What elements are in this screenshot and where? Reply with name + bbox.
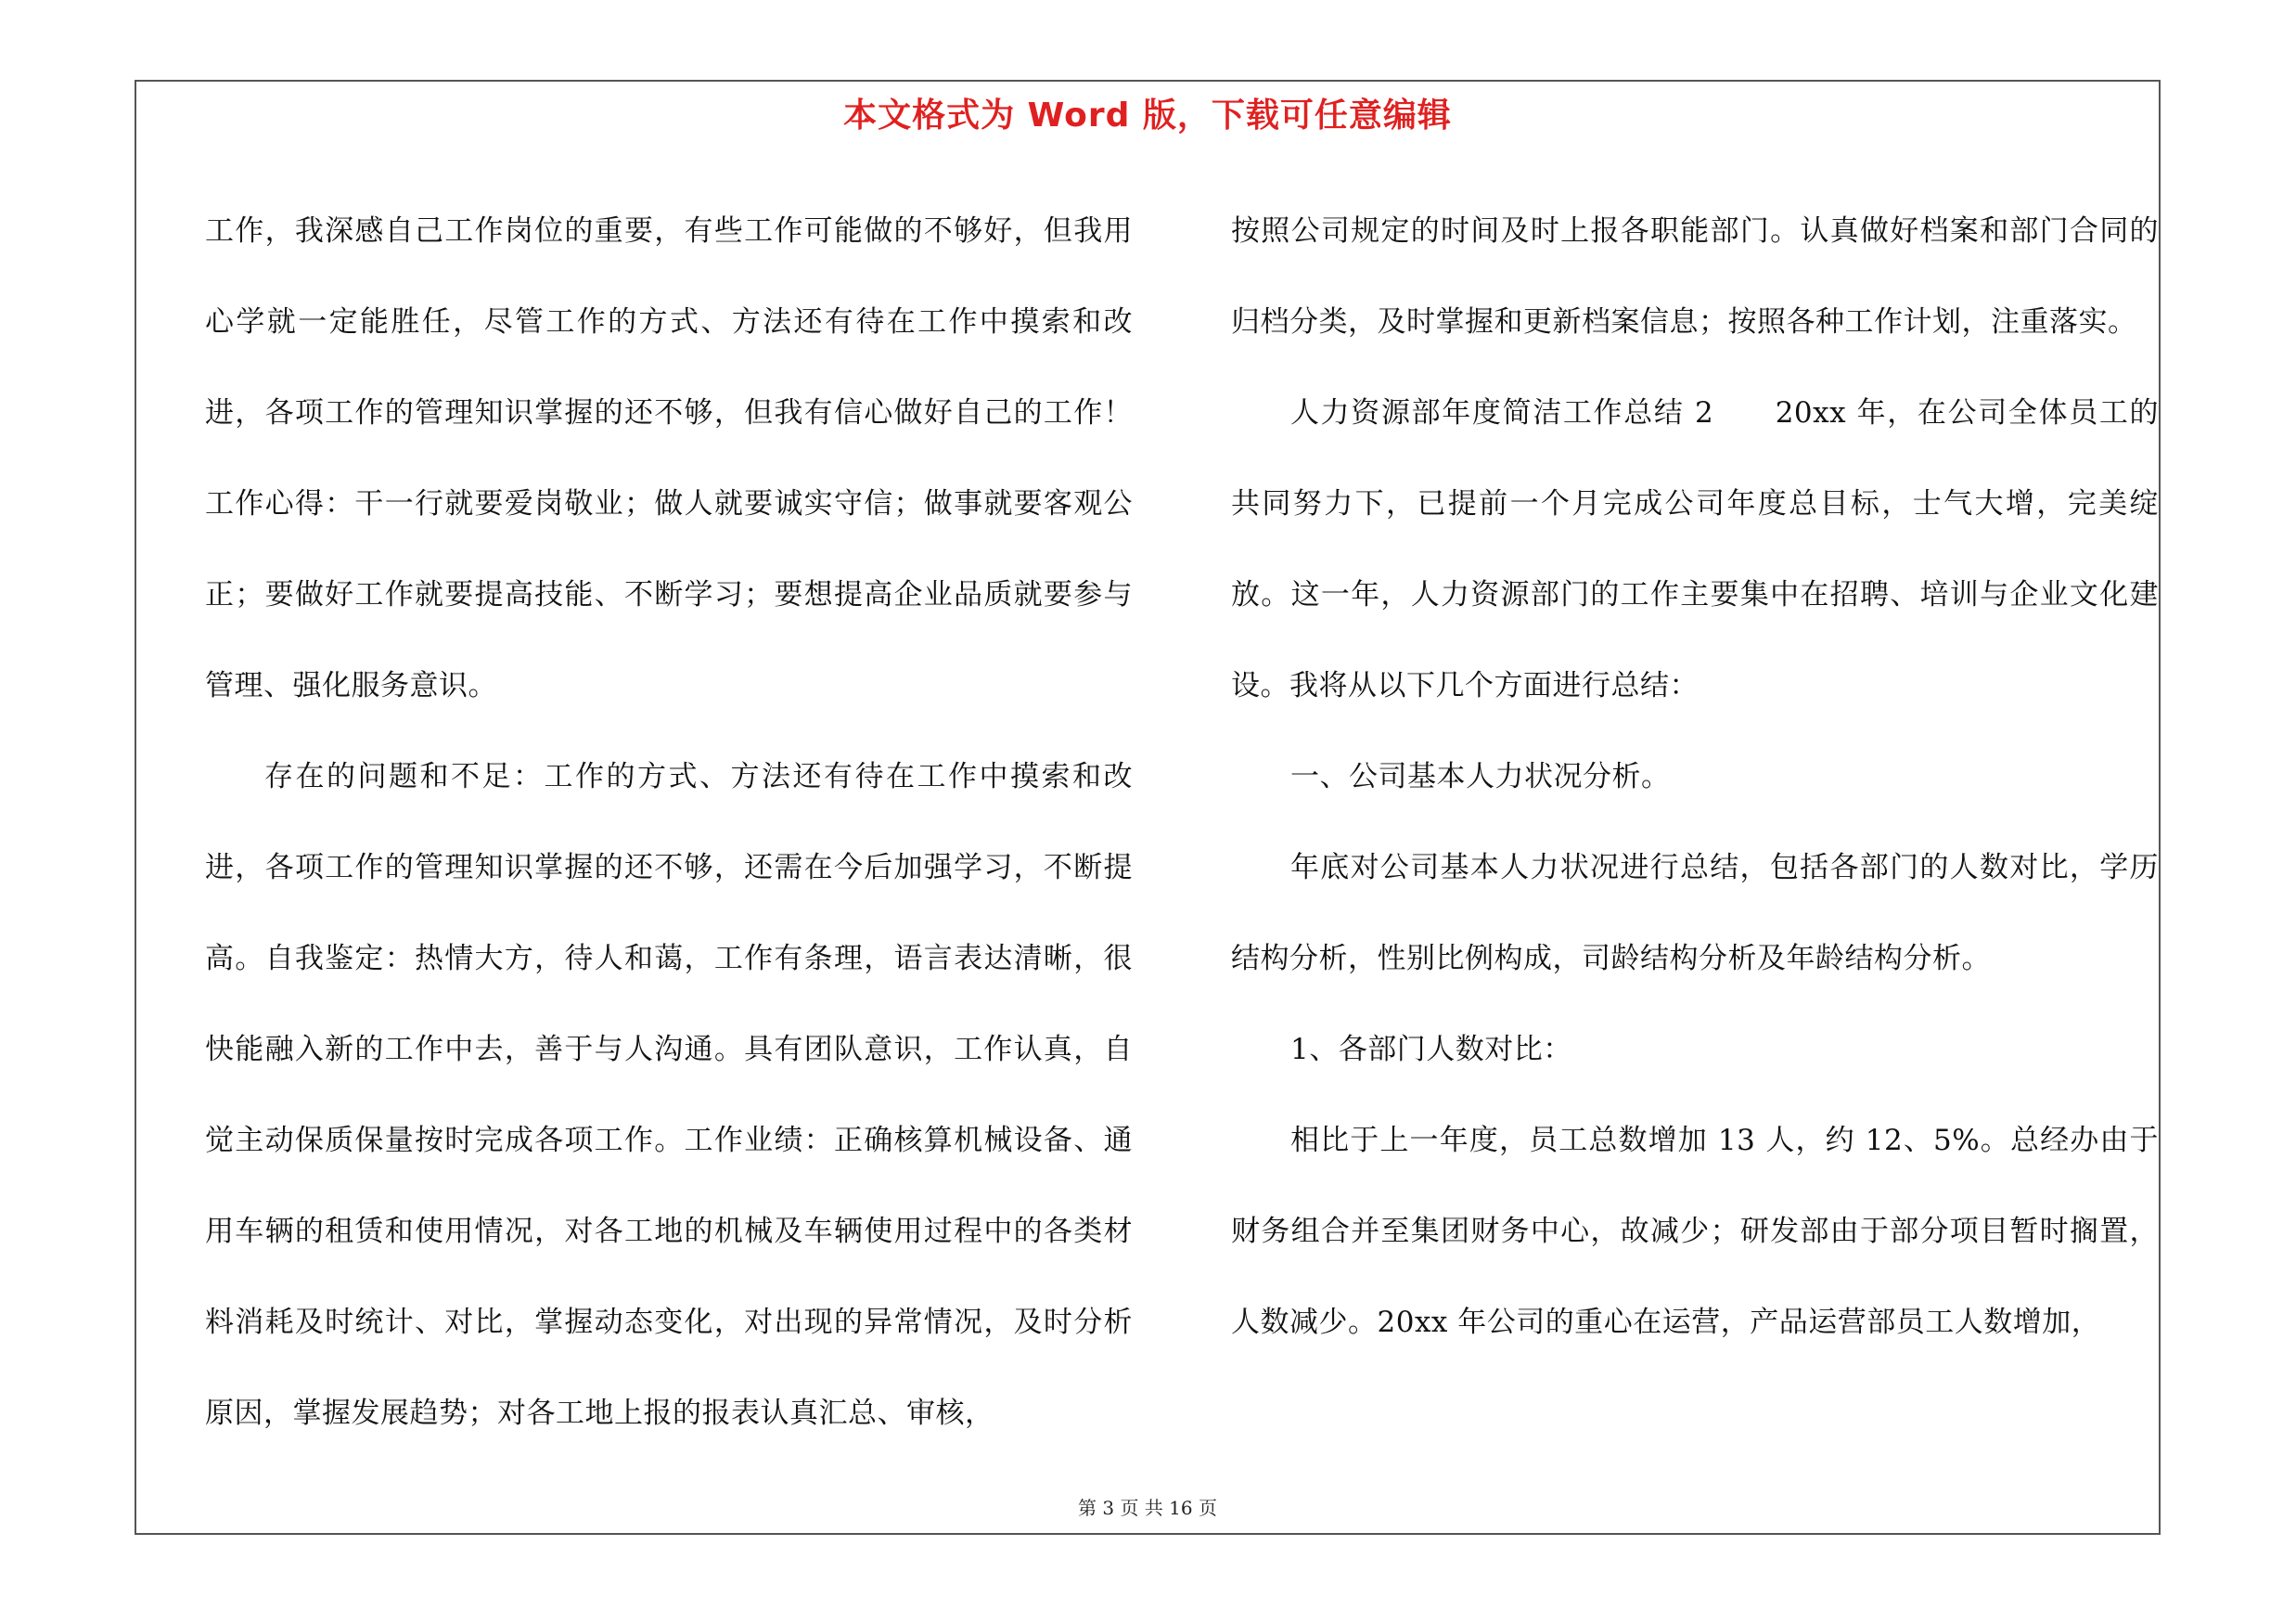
paragraph: 存在的问题和不足：工作的方式、方法还有待在工作中摸索和改进，各项工作的管理知识掌握的还不够，还需在今后加强学习，不断提高。自我鉴定：热情大方，待人和蔼，工作有条理，语言表达清晰，很快能融入新的工作中去，善于与人沟通。具有团队意识，工作认真，自觉主动保质保量按时完成各项工作。工作业绩：正确核算机械设备、通用车辆的租赁和使用情况，对各工地的机械及车辆使用过程中的各类材料消耗及时统计、对比，掌握动态变化，对出现的异常情况，及时分析原因，掌握发展趋势；对各工地上报的报表认真汇总、审核， — [205, 760, 1133, 1430]
paragraph: 相比于上一年度，员工总数增加 13 人，约 12、5%。总经办由于财务组合并至集团财务中心，故减少；研发部由于部分项目暂时搁置，人数减少。20xx 年公司的重心在运营，产品运营部员工人数增加， — [1231, 1124, 2159, 1339]
format-banner: 本文格式为 Word 版，下载可任意编辑 — [843, 97, 1452, 135]
paragraph: 工作，我深感自己工作岗位的重要，有些工作可能做的不够好，但我用心学就一定能胜任，尽管工作的方式、方法还有待在工作中摸索和改进，各项工作的管理知识掌握的还不够，但我有信心做好自己的工作！工作心得：干一行就要爱岗敬业；做人就要诚实守信；做事就要客观公正；要做好工作就要提高技能、不断学习；要想提高企业品质就要参与管理、强化服务意识。 — [205, 214, 1133, 702]
paragraph: 按照公司规定的时间及时上报各职能部门。认真做好档案和部门合同的归档分类，及时掌握和更新档案信息；按照各种工作计划，注重落实。 — [1231, 214, 2159, 339]
left-column — [205, 186, 1133, 1459]
section-heading: 一、公司基本人力状况分析。 — [1290, 760, 1671, 793]
paragraph: 人力资源部年度简洁工作总结 2 20xx 年，在公司全体员工的共同努力下，已提前一个月完成公司年度总目标，士气大增，完美绽放。这一年，人力资源部门的工作主要集中在招聘、培训与企业文化建设。我将从以下几个方面进行总结： — [1231, 396, 2159, 702]
subsection-heading: 1、各部门人数对比： — [1290, 1033, 1572, 1066]
document-page — [135, 80, 2161, 1535]
page-number: 第 3 页 共 16 页 — [1078, 1497, 1217, 1519]
paragraph: 年底对公司基本人力状况进行总结，包括各部门的人数对比，学历结构分析，性别比例构成，司龄结构分析及年龄结构分析。 — [1231, 851, 2159, 975]
right-column — [1231, 186, 2159, 1368]
